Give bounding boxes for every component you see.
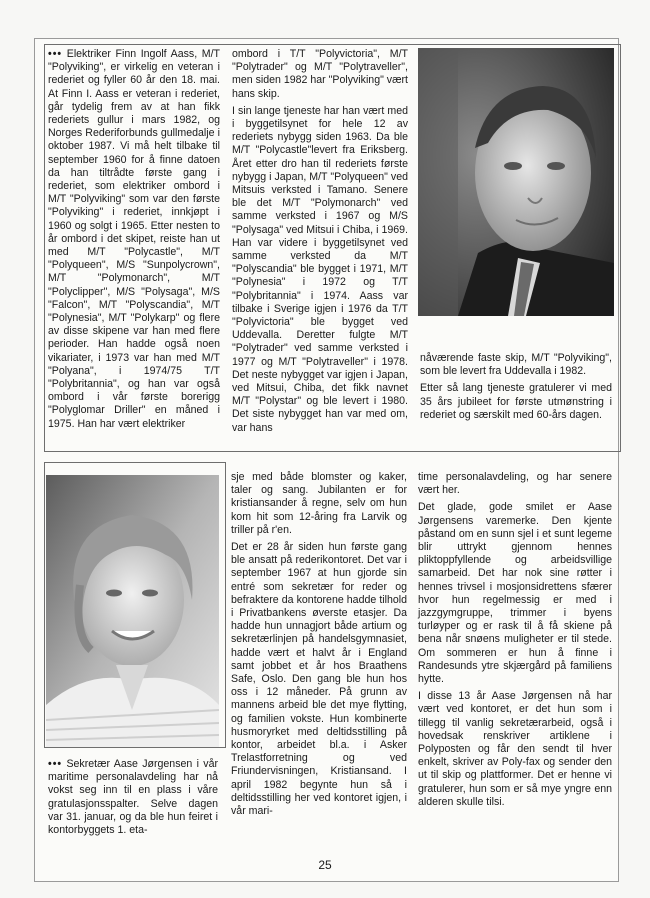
article2-paragraph-1 xyxy=(48,758,218,837)
bullet-dots: ••• xyxy=(48,48,63,60)
article2-column-1 xyxy=(48,758,218,841)
portrait-photo-finn-aass xyxy=(418,48,614,316)
article1-column-3 xyxy=(420,352,612,426)
bullet-dots: ••• xyxy=(48,758,63,770)
article2-col3-paragraph-1: time personalavdeling, og har senere vært her. xyxy=(418,471,612,497)
article2-column-2 xyxy=(231,471,407,822)
article1-col3-paragraph-1: nåværende faste skip, M/T "Polyviking", som ble levert fra Uddevalla i 1982. xyxy=(420,352,612,378)
article2-col3-paragraph-2: Det glade, gode smilet er Aase Jørgensens varemerke. Den kjente påstand om en sunn sjel i et sunt legeme blir uttrykt gjennom hennes pliktoppfyllende og arbeidsvillige samarbeid. Det har nok sine røtter i hennes trivsel i mosjonsidrettens sfærer hvor hun regelmessig er med i jazzgymgruppe, trimmer i byens turløyper og er rask til å få skiene på bena når snøens muligheter er til stede. Om sommeren er hun å finne i Randesunds ytre skjærgård på familiens hytte. xyxy=(418,501,612,686)
portrait-photo-aase-jorgensen xyxy=(46,475,219,747)
article1-column-2 xyxy=(232,48,408,439)
article2-text-col1: Sekretær Aase Jørgensen i vår maritime personalavdeling har nå vokst seg inn til en plass i våre gratulasjonsspalter. Selve dagen var 31. januar, og da ble hun feiret i kontorbyggets 1. eta- xyxy=(48,758,218,837)
page-number: 25 xyxy=(318,858,332,872)
article2-col2-paragraph-2: Det er 28 år siden hun første gang ble ansatt på rederikontoret. Det var i september 1967 at hun gjorde sin entré som sekretær for reder og befraktere da kontorene hadde tilhold i Privatbankens øverste etasjer. Da hadde hun unnagjort både artium og sekretærlinjen på handelsgymnasiet, hadde vært et halvt år i England samt jobbet et år hos Braathens Safe, Oslo. Den gang ble hun hos oss i 12 måneder. På grunn av mannens arbeid ble det mye flytting, og familien vokste. Hun kombinerte husmoryrket med deltidsstilling på kontor, arbeidet bl.a. i Asker Trelastforretning og ved Friundervisningen, Kristiansand. I april 1982 begynte hun så i deltidsstilling her ved kontoret igjen, i vår mari- xyxy=(231,541,407,818)
article2-col3-paragraph-3: I disse 13 år Aase Jørgensen nå har vært ved kontoret, er det hun som i tillegg til vanlig sekretærarbeid, også i hovedsak renskriver artiklene i Polyposten og får den sendt til hver enkelt, skriver av Poly-fax og sender den ut til skip og plattformer. Det er henne vi gratulerer, hun som er så mye yngre enn alderen skulle tilsi. xyxy=(418,690,612,808)
portrait-image-jorgensen xyxy=(46,475,219,747)
article1-col3-paragraph-2: Etter så lang tjeneste gratulerer vi med 35 års jubileet for første utmønstring i rederiet og særskilt med 60-års dagen. xyxy=(420,382,612,421)
article2-column-3 xyxy=(418,471,612,813)
article1-text-col1: Elektriker Finn Ingolf Aass, M/T "Polyviking", er virkelig en veteran i rederiet og fyller 60 år den 18. mai. At Finn I. Aass er veteran i rederiet, går tydelig frem av at han fikk rederiets gullur i mars 1982, og Norges Rederiforbunds gullmedalje i oktober 1987. Vi må helt tilbake til september 1960 for å finne datoen da han tiltrådte første gang i rederiet, som elektriker ombord i M/T "Polyviking" som var den første "Polyviking" i rederiet, innkjøpt i 1960 og solgt i 1965. Etter nesten to år ombord i det skipet, reiste han ut med M/T "Polycastle", M/T "Polyqueen", M/S "Sunpolycrown", M/T "Polymonarch", M/T "Polyclipper", M/S "Polysaga", M/S "Falcon", M/T "Polyscandia", M/T "Polynesia", M/T "Polykarp" og flere av disse skipene var han med flere perioder. Han hadde også noen vikariater, i 1973 var han med M/T "Polyana", i 1974/75 T/T "Polybritannia", og han var også ombord i vår første borerigg "Polyglomar Driller" en måned i 1975. Han har vært elektriker xyxy=(48,48,220,430)
article1-col2-paragraph-2: I sin lange tjeneste har han vært med i byggetilsynet for hele 12 av rederiets nybygg siden 1963. Da ble M/T "Polycastle"levert fra Eriksberg. Året etter dro han til rederiets første nybygg i Japan, M/T "Polyqueen" ved Mitsuis verksted i Tamano. Senere ble det M/T "Polymonarch" ved samme verksted i 1967 og M/S "Polysaga" ved Mitsui i Chiba, i 1969. Han var videre i byggetilsynet ved samme verksted da M/T "Polyscandia" ble bygget i 1971, M/T "Polynesia" i 1972 og T/T "Polybritannia" i 1974. Aass var tilbake i Sverige igjen i 1976 da T/T "Polyvictoria" ble bygget ved Uddevalla. Deretter fulgte M/T "Polytrader" ved samme verksted i 1977 og M/T "Polytraveller" i 1978. Det neste nybygget var igjen i Japan, ved Mitsui, Chiba, det fikk navnet M/T "Polystar" og ble levert i 1980. Det siste nybygget han var med om, var hans xyxy=(232,104,408,434)
portrait-image-aass xyxy=(418,48,614,316)
article1-column-1 xyxy=(48,48,220,435)
article1-paragraph-1 xyxy=(48,48,220,431)
article1-col2-paragraph-1: ombord i T/T "Polyvictoria", M/T "Polytrader" og M/T "Polytraveller", men siden 1982 har "Polyviking" vært hans skip. xyxy=(232,48,408,100)
article2-col2-paragraph-1: sje med både blomster og kaker, taler og sang. Jubilanten er for kristiansander å regne, selv om hun kom hit som 12-åring fra Larvik og triller på r'en. xyxy=(231,471,407,536)
